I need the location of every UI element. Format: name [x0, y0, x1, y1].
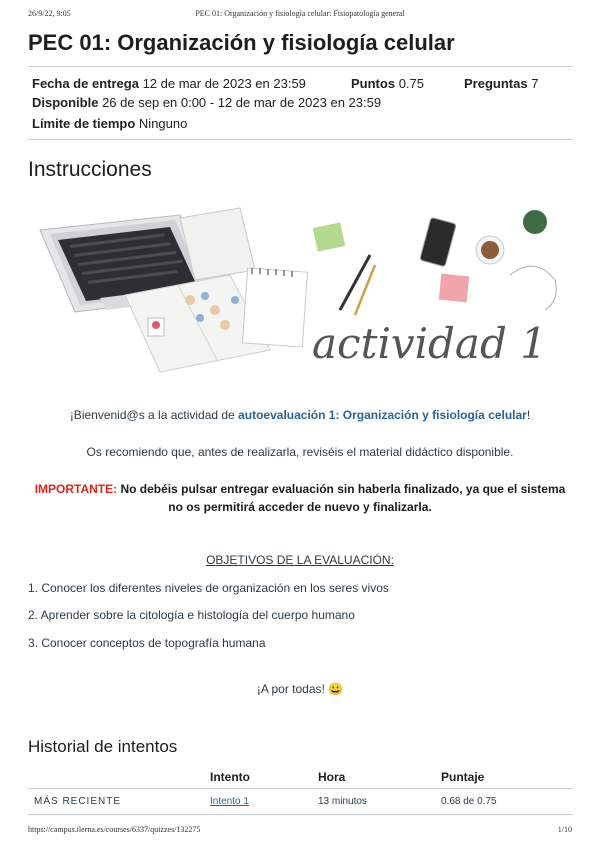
- banner-text: actividad 1: [312, 319, 547, 368]
- farewell-line: ¡A por todas! 😀: [256, 682, 344, 696]
- points-label: Puntos: [351, 76, 396, 91]
- table-divider: [28, 814, 573, 815]
- pencil-icon: [355, 265, 375, 315]
- availability: [32, 95, 381, 110]
- print-header: [0, 9, 600, 23]
- objectives-heading: OBJETIVOS DE LA EVALUACIÓN:: [206, 553, 394, 567]
- divider: [28, 66, 573, 67]
- phone-icon: [420, 217, 457, 266]
- welcome-prefix: ¡Bienvenid@s a la actividad de: [69, 408, 239, 422]
- instructions-heading: Instrucciones: [28, 158, 152, 181]
- due-value: 12 de mar de 2023 en 23:59: [142, 76, 306, 91]
- print-title: PEC 01: Organización y fisiología celular: Fisiopatología general: [195, 9, 405, 18]
- latest-badge: MÁS RECIENTE: [34, 796, 122, 807]
- objective-item: 2. Aprender sobre la citología e histología del cuerpo humano: [28, 608, 355, 622]
- page-number: 1/10: [557, 825, 572, 834]
- sticky-note-icon: [313, 222, 345, 251]
- important-label: IMPORTANTE:: [34, 482, 118, 496]
- welcome-line: [0, 408, 600, 422]
- print-footer: [0, 825, 600, 839]
- table-divider: [28, 788, 573, 789]
- points-value: 0.75: [398, 76, 424, 91]
- time-limit-label: Límite de tiempo: [32, 116, 136, 131]
- due-label: Fecha de entrega: [32, 76, 139, 91]
- pink-note-icon: [439, 274, 470, 303]
- attempt-score: 0.68 de 0.75: [441, 796, 497, 807]
- time-limit-value: Ninguno: [138, 116, 188, 131]
- available-label: Disponible: [32, 95, 99, 110]
- column-header-attempt: Intento: [210, 770, 250, 784]
- important-text-2: no os permitirá acceder de nuevo y finalizarla.: [168, 500, 432, 514]
- column-header-time: Hora: [318, 770, 346, 784]
- questions-label: Preguntas: [464, 76, 528, 91]
- objective-item: 3. Conocer conceptos de topografía humana: [28, 636, 266, 650]
- questions-value: 7: [531, 76, 539, 91]
- time-limit: [32, 116, 187, 131]
- divider: [28, 139, 573, 140]
- attempt-time: 13 minutos: [318, 796, 367, 807]
- important-text-1: No debéis pulsar entregar evaluación sin haberla finalizado, ya que el sistema: [120, 482, 566, 496]
- attempt-link-cell: [210, 796, 249, 807]
- column-header-score: Puntaje: [441, 770, 485, 784]
- print-date: 26/9/22, 9:05: [28, 9, 71, 18]
- headphones-icon: [510, 266, 556, 310]
- welcome-suffix: !: [526, 408, 531, 422]
- pen-icon: [340, 255, 370, 310]
- available-value: 26 de sep en 0:00 - 12 de mar de 2023 en 23:59: [102, 95, 382, 110]
- due-date: [32, 76, 306, 91]
- activity-link[interactable]: autoevaluación 1: Organización y fisiología celular: [238, 408, 527, 422]
- questions: [464, 76, 538, 91]
- notebook-icon: [242, 268, 307, 347]
- activity-banner-image: [30, 200, 570, 375]
- attempt-link[interactable]: Intento 1: [210, 796, 249, 807]
- history-heading: Historial de intentos: [28, 737, 178, 756]
- objective-item: 1. Conocer los diferentes niveles de organización en los seres vivos: [28, 581, 389, 595]
- page-title: PEC 01: Organización y fisiología celular: [28, 30, 455, 55]
- points: [351, 76, 424, 91]
- plant-icon: [523, 210, 547, 234]
- print-url: https://campus.ilerna.es/courses/6337/quizzes/132275: [28, 825, 201, 834]
- recommend-line: Os recomiendo que, antes de realizarla, reviséis el material didáctico disponible.: [86, 445, 514, 459]
- important-line-1: [0, 482, 600, 496]
